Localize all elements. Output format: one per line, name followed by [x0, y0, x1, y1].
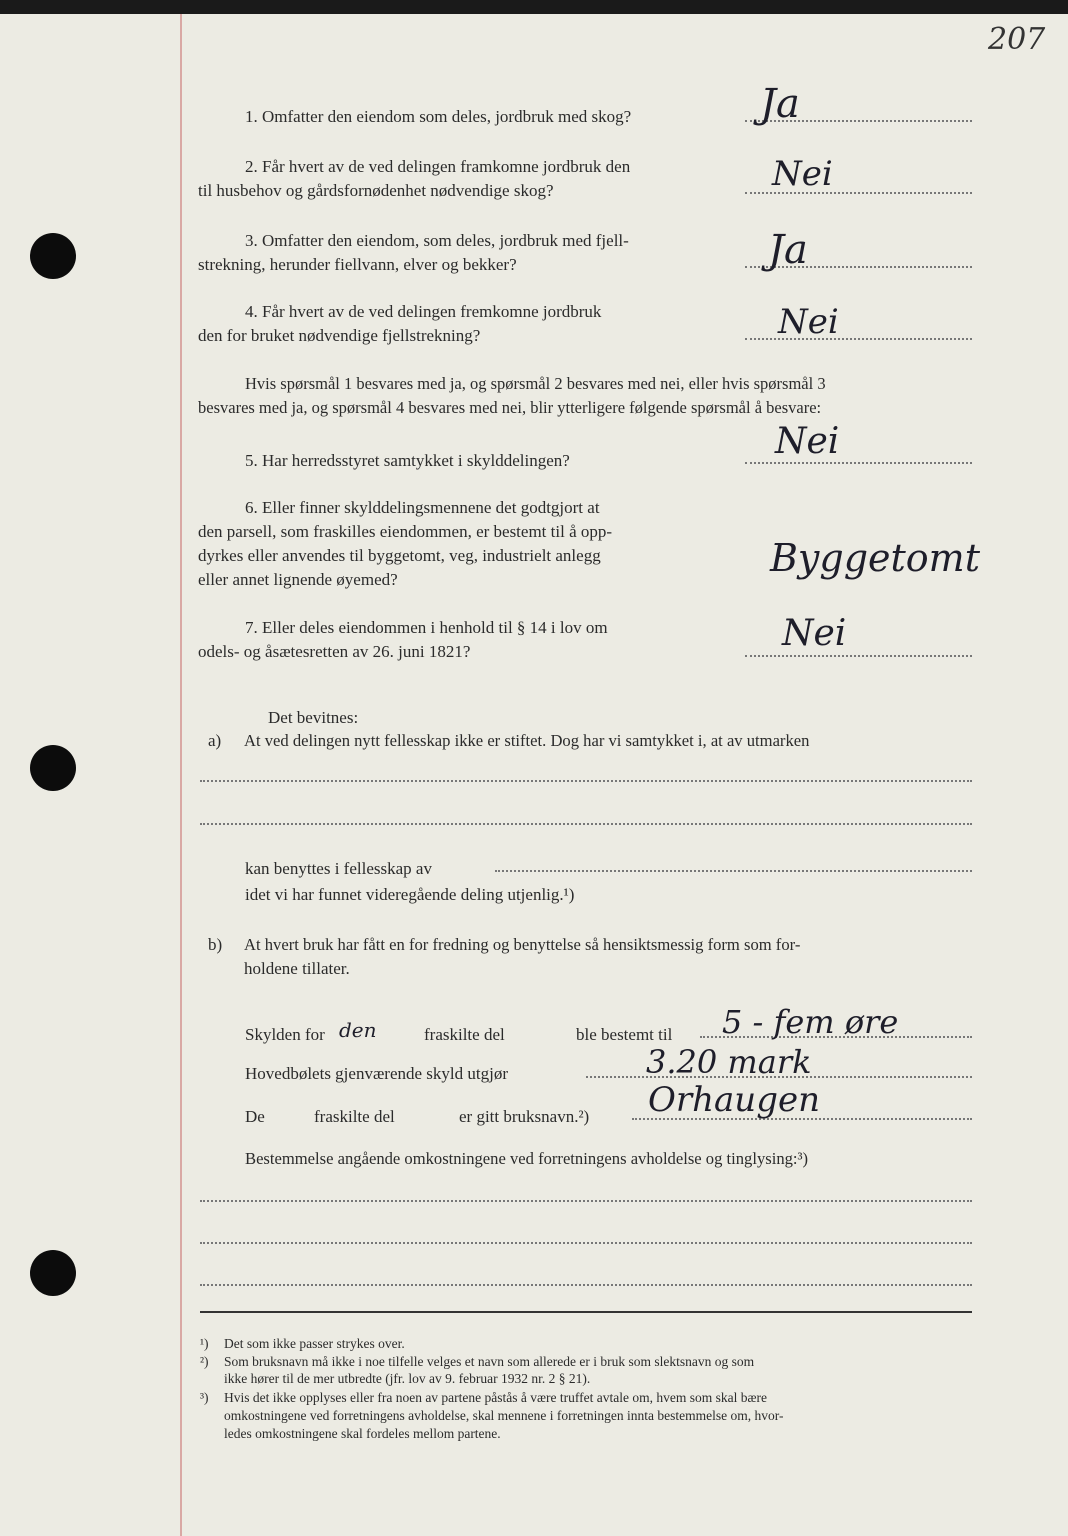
footnote-3-line-2: omkostningene ved forretningens avholdelse, skal mennene i forretningen innta bestemmelse om, hvor- — [224, 1408, 784, 1423]
question-3-line-2: strekning, herunder fiellvann, elver og bekker? — [198, 255, 517, 274]
footnote-2-line-2: ikke hører til de mer utbredte (jfr. lov av 9. februar 1932 nr. 2 § 21). — [224, 1371, 591, 1386]
bruksnavn-label: er gitt bruksnavn.²) — [459, 1107, 590, 1126]
item-a-text: At ved delingen nytt fellesskap ikke er stiftet. Dog har vi samtykket i, at av utmarken — [244, 731, 810, 750]
scan-edge — [0, 0, 1068, 14]
footnote-1-line-1: Det som ikke passer strykes over. — [224, 1336, 405, 1351]
skyld-label: Skylden for — [245, 1025, 325, 1044]
item-a-label: a) — [208, 731, 222, 750]
answer-3: Ja — [768, 227, 808, 273]
bruksnavn-value: Orhaugen — [648, 1080, 820, 1120]
item-b-line-2: holdene tillater. — [244, 959, 350, 978]
blank-line — [200, 1284, 972, 1286]
hovedbol-label: Hovedbølets gjenværende skyld utgjør — [245, 1064, 508, 1083]
question-7-line-1: 7. Eller deles eiendommen i henhold til § 14 i lov om — [245, 618, 608, 637]
item-b-label: b) — [208, 935, 223, 954]
question-3-line-1: 3. Omfatter den eiendom, som deles, jordbruk med fjell- — [245, 231, 629, 250]
blank-line — [495, 870, 972, 872]
footnote-2-mark: ²) — [200, 1354, 209, 1369]
answer-line — [745, 655, 972, 657]
answer-4: Nei — [778, 302, 839, 342]
conditional-line-2: besvares med ja, og spørsmål 4 besvares med nei, blir ytterligere følgende spørsmål å besvare: — [198, 398, 822, 417]
fraskilte-label: fraskilte del — [314, 1107, 395, 1126]
answer-2: Nei — [772, 154, 833, 194]
punch-hole — [30, 233, 76, 279]
certify-heading: Det bevitnes: — [268, 708, 359, 727]
punch-hole — [30, 745, 76, 791]
de-label: De — [245, 1107, 265, 1126]
question-4-line-1: 4. Får hvert av de ved delingen fremkomne jordbruk — [245, 302, 602, 321]
question-7-line-2: odels- og åsætesretten av 26. juni 1821? — [198, 642, 471, 661]
margin-line — [180, 14, 182, 1536]
answer-1: Ja — [760, 81, 800, 127]
item-b-line-1: At hvert bruk har fått en for fredning og benyttelse så hensiktsmessig form som for- — [244, 935, 801, 954]
footnote-3-mark: ³) — [200, 1390, 209, 1405]
footnote-3-line-3: ledes omkostningene skal fordeles mellom partene. — [224, 1426, 501, 1441]
question-2-line-2: til husbehov og gårdsfornødenhet nødvendige skog? — [198, 181, 554, 200]
footnote-3-line-1: Hvis det ikke opplyses eller fra noen av partene påstås å være truffet avtale om, hvem som skal bære — [224, 1390, 767, 1405]
fraskilte-del-label: fraskilte del — [424, 1025, 505, 1044]
skyld-value: 5 - fem øre — [722, 1003, 899, 1041]
blank-line — [200, 780, 972, 782]
page-number: 207 — [988, 22, 1046, 57]
answer-6: Byggetomt — [770, 536, 980, 580]
question-6-line-4: eller annet lignende øyemed? — [198, 570, 398, 589]
bestemt-label: ble bestemt til — [576, 1025, 673, 1044]
blank-line — [200, 1200, 972, 1202]
question-6-line-3: dyrkes eller anvendes til byggetomt, veg, industrielt anlegg — [198, 546, 601, 565]
hovedbol-value: 3.20 mark — [646, 1043, 812, 1081]
question-2-line-1: 2. Får hvert av de ved delingen framkomne jordbruk den — [245, 157, 631, 176]
bestemmelse-label: Bestemmelse angående omkostningene ved forretningens avholdelse og tinglysing:³) — [245, 1149, 809, 1168]
answer-7: Nei — [782, 613, 847, 654]
blank-line — [200, 823, 972, 825]
footnote-2-line-1: Som bruksnavn må ikke i noe tilfelle velges et navn som allerede er i bruk som slektsnavn og som — [224, 1354, 755, 1369]
footnote-rule — [200, 1311, 972, 1313]
question-6-line-1: 6. Eller finner skylddelingsmennene det godtgjort at — [245, 498, 600, 517]
question-6-line-2: den parsell, som fraskilles eiendommen, er bestemt til å opp- — [198, 522, 613, 541]
question-4-line-2: den for bruket nødvendige fjellstrekning? — [198, 326, 481, 345]
skyld-den: den — [339, 1018, 377, 1042]
punch-hole — [30, 1250, 76, 1296]
not-useful-text: idet vi har funnet videregående deling utjenlig.¹) — [245, 885, 575, 904]
answer-5: Nei — [775, 421, 840, 462]
blank-line — [200, 1242, 972, 1244]
shared-use-text: kan benyttes i fellesskap av — [245, 859, 432, 878]
footnote-1-mark: ¹) — [200, 1336, 209, 1351]
question-5-text: 5. Har herredsstyret samtykket i skylddelingen? — [245, 451, 570, 470]
question-1-text: 1. Omfatter den eiendom som deles, jordbruk med skog? — [245, 107, 632, 126]
conditional-line-1: Hvis spørsmål 1 besvares med ja, og spørsmål 2 besvares med nei, eller hvis spørsmål 3 — [245, 374, 826, 393]
